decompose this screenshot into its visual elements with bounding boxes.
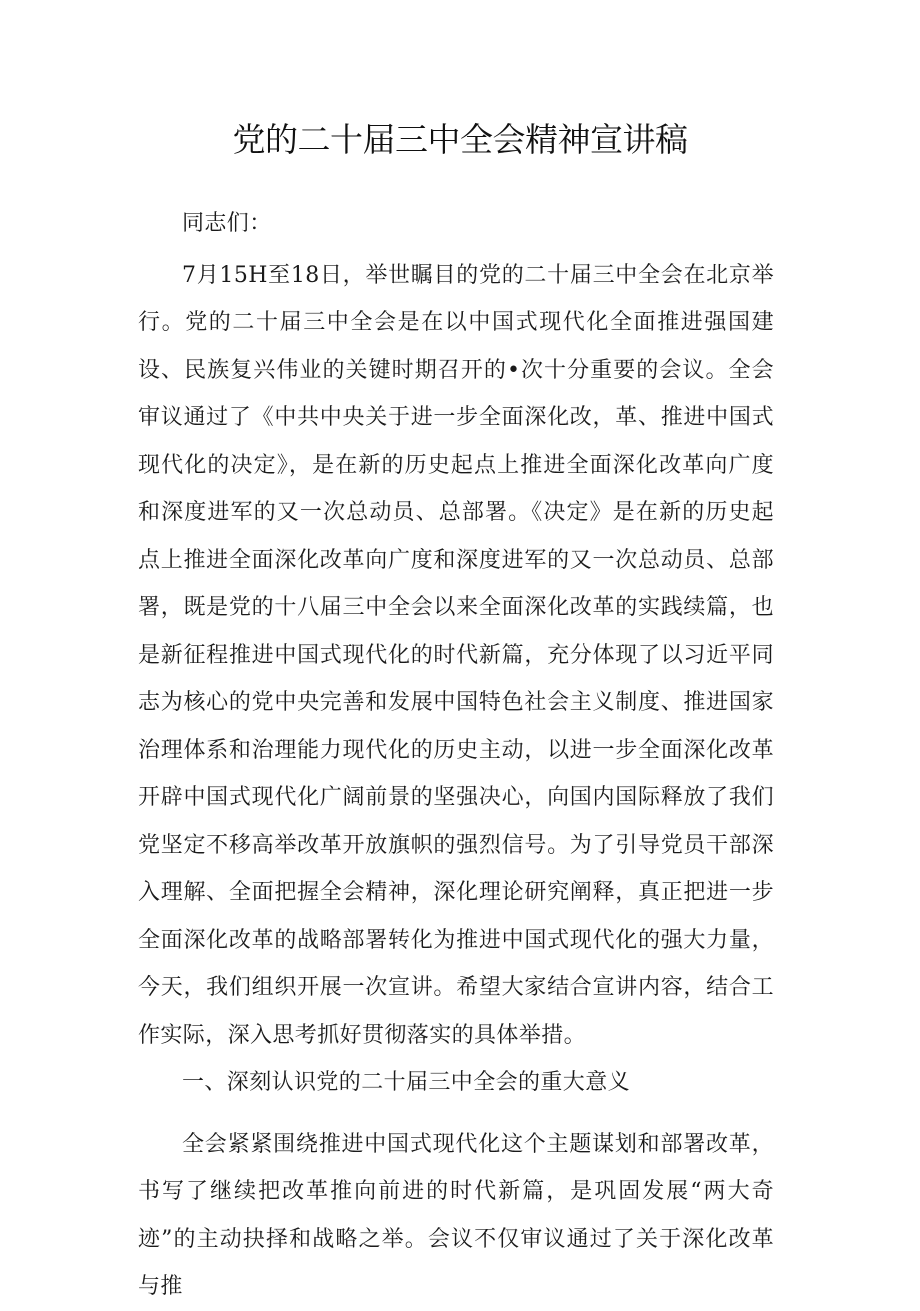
document-title: 党的二十届三中全会精神宣讲稿 (232, 120, 688, 159)
paragraph-section-1: 全会紧紧围绕推进中国式现代化这个主题谋划和部署改革，书写了继续把改革推向前进的时代新篇，是巩固发展“两大奇迹”的主动抉择和战略之举。会议不仅审议通过了关于深化改革与推 (138, 1131, 774, 1299)
document-body (138, 200, 774, 1311)
paragraph-intro: 7月15H至18日，举世瞩目的党的二十届三中全会在北京举行。党的二十届三中全会是在以中国式现代化全面推进强国建设、民族复兴伟业的关键时期召开的•次十分重要的会议。全会审议通过了《中共中央关于进一步全面深化改，革、推进中国式现代化的决定》，是在新的历史起点上推进全面深化改革向广度和深度进军的又一次总动员、总部署。《决定》是在新的历史起点上推进全面深化改革向广度和深度进军的又一次总动员、总部署，既是党的十八届三中全会以来全面深化改革的实践续篇，也是新征程推进中国式现代化的时代新篇，充分体现了以习近平同志为核心的党中央完善和发展中国特色社会主义制度、推进国家治理体系和治理能力现代化的历史主动，以进一步全面深化改革开辟中国式现代化广阔前景的坚强决心，向国内国际释放了我们党坚定不移高举改革开放旗帜的强烈信号。为了引导党员干部深入理解、全面把握全会精神，深化理论研究阐释，真正把进一步全面深化改革的战略部署转化为推进中国式现代化的强大力量，今天，我们组织开展一次宣讲。希望大家结合宣讲内容，结合工作实际，深入思考抓好贯彻落实的具体举措。 (138, 262, 774, 1048)
section-heading-1: 一、深刻认识党的二十届三中全会的重大意义 (182, 1070, 631, 1095)
greeting: 同志们： (182, 211, 272, 236)
